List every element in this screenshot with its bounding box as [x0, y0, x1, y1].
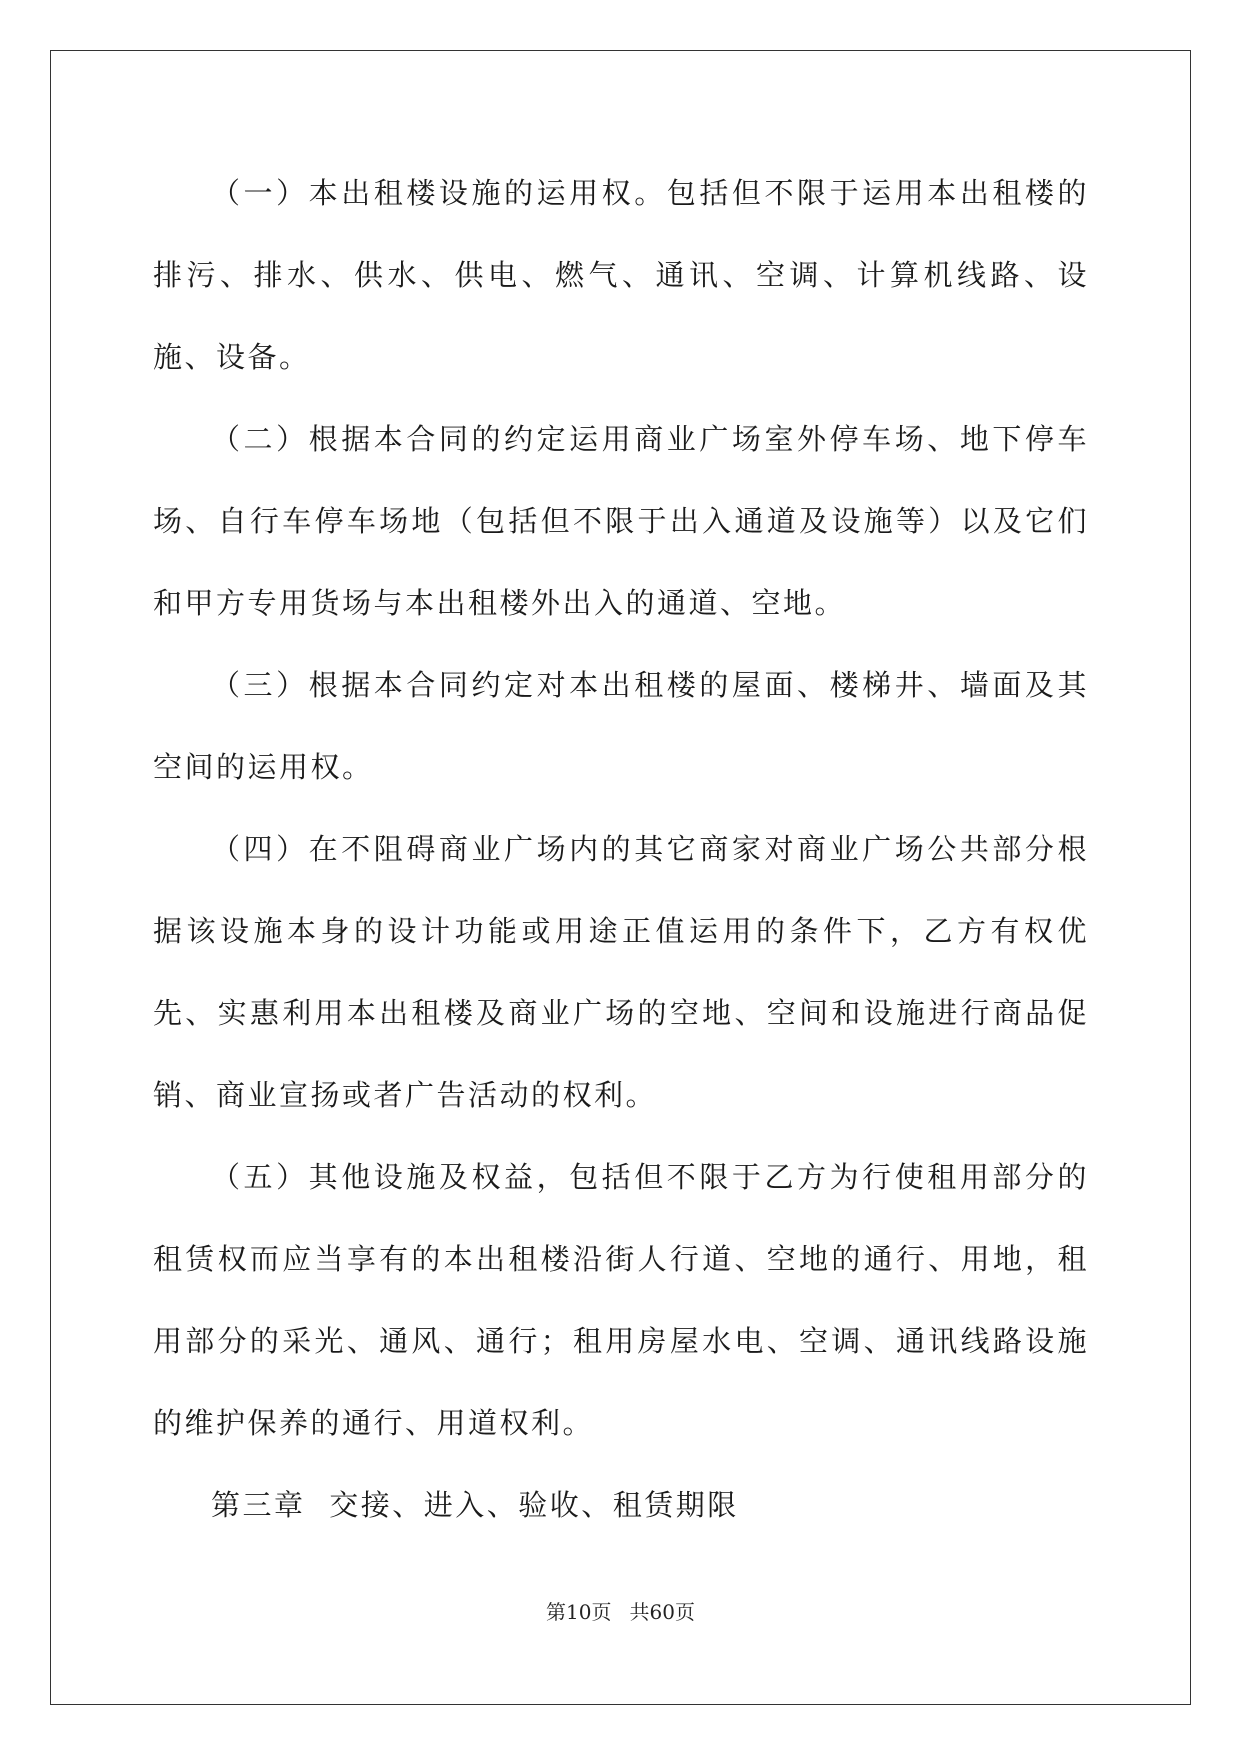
current-page-number: 第10页 — [546, 1600, 612, 1624]
document-body — [153, 152, 1089, 1546]
chapter-heading: 第三章 交接、进入、验收、租赁期限 — [211, 1488, 739, 1522]
paragraph-5: （五）其他设施及权益，包括但不限于乙方为行使租用部分的租赁权而应当享有的本出租楼沿街人行道、空地的通行、用地，租用部分的采光、通风、通行；租用房屋水电、空调、通讯线路设施的维护保养的通行、用道权利。 — [153, 1160, 1089, 1440]
total-pages: 共60页 — [629, 1600, 695, 1624]
page-footer — [0, 1596, 1241, 1625]
paragraph-2: （二）根据本合同的约定运用商业广场室外停车场、地下停车场、自行车停车场地（包括但不限于出入通道及设施等）以及它们和甲方专用货场与本出租楼外出入的通道、空地。 — [153, 422, 1089, 620]
paragraph-3: （三）根据本合同约定对本出租楼的屋面、楼梯井、墙面及其空间的运用权。 — [153, 668, 1089, 784]
paragraph-4: （四）在不阻碍商业广场内的其它商家对商业广场公共部分根据该设施本身的设计功能或用途正值运用的条件下，乙方有权优先、实惠利用本出租楼及商业广场的空地、空间和设施进行商品促销、商业宣扬或者广告活动的权利。 — [153, 832, 1089, 1112]
paragraph-1: （一）本出租楼设施的运用权。包括但不限于运用本出租楼的排污、排水、供水、供电、燃气、通讯、空调、计算机线路、设施、设备。 — [153, 176, 1089, 374]
